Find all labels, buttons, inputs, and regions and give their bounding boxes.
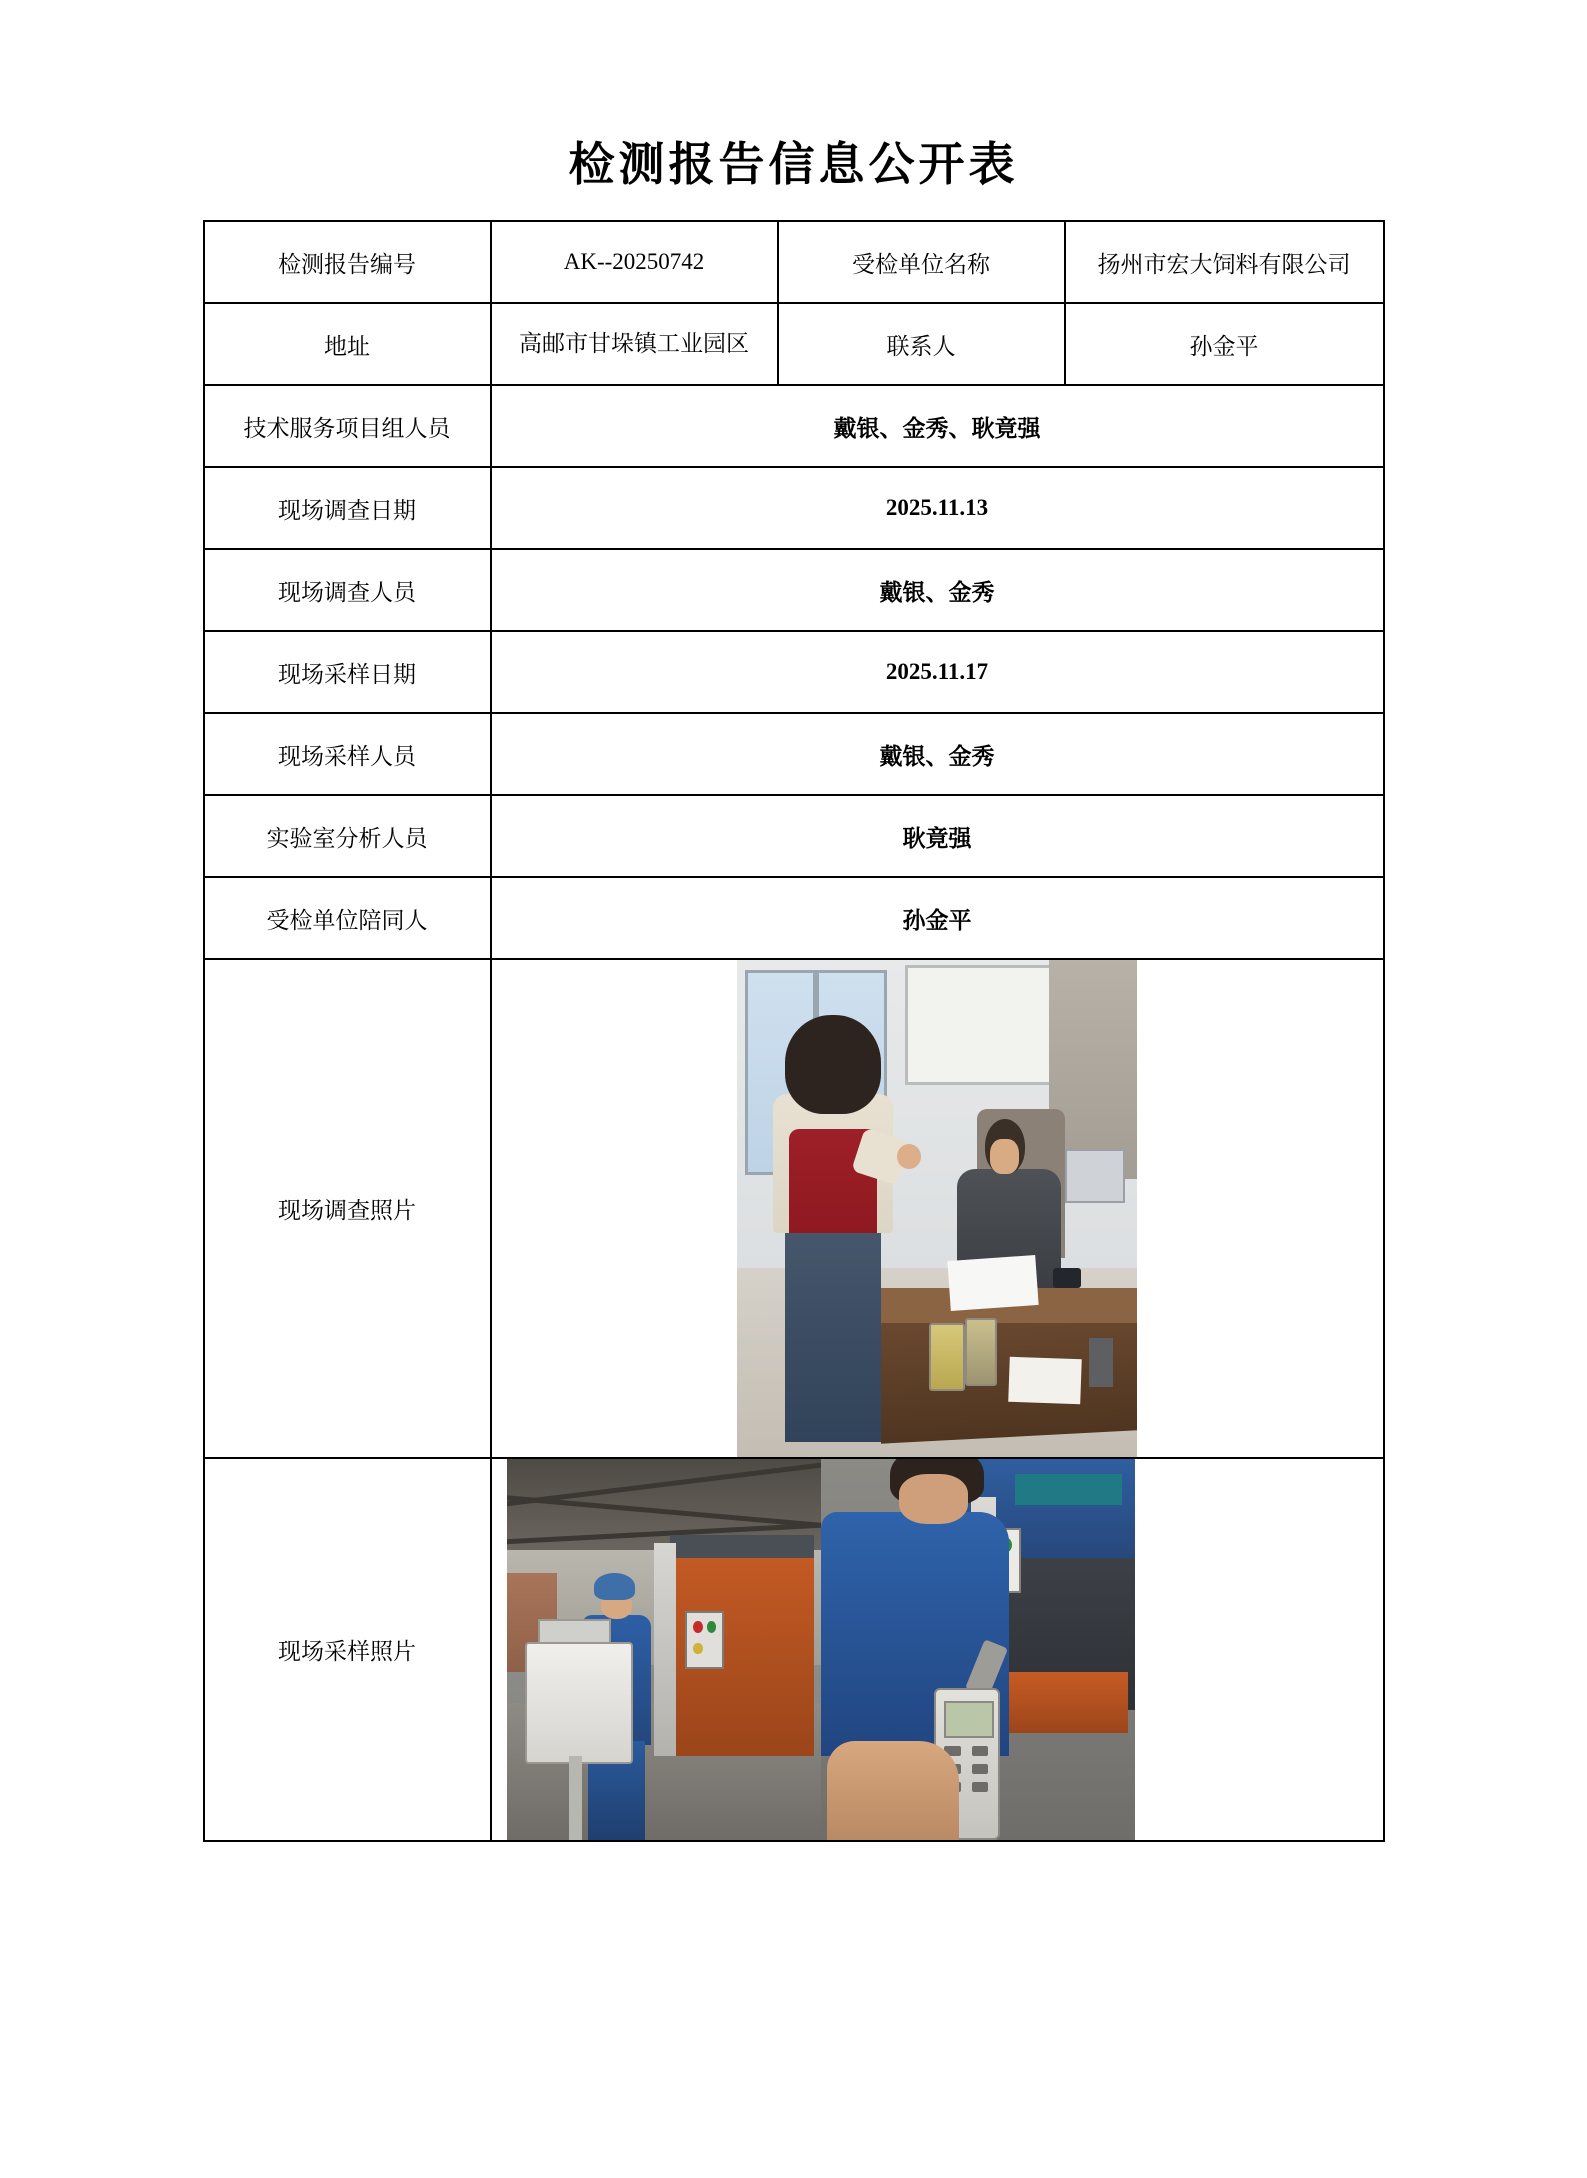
row-label-contact: 联系人 — [778, 303, 1065, 385]
sampling-photo-wrap — [492, 1459, 1383, 1840]
row-label-report-no: 检测报告编号 — [204, 221, 491, 303]
table-row — [204, 795, 1384, 877]
survey-photo-image — [737, 960, 1137, 1457]
table-row — [204, 385, 1384, 467]
row-label-team: 技术服务项目组人员 — [204, 385, 491, 467]
sampling-photo-cell — [491, 1458, 1384, 1841]
page-title: 检测报告信息公开表 — [568, 139, 1019, 190]
row-value-report-no: AK--20250742 — [491, 221, 778, 303]
row-label-sampling-staff: 现场采样人员 — [204, 713, 491, 795]
report-info-table — [203, 220, 1385, 1842]
sampling-photo-image-1 — [507, 1459, 821, 1840]
row-label-survey-photos: 现场调查照片 — [204, 959, 491, 1458]
row-label-address: 地址 — [204, 303, 491, 385]
row-value-survey-staff: 戴银、金秀 — [491, 549, 1384, 631]
table-row-survey-photos — [204, 959, 1384, 1458]
table-row — [204, 221, 1384, 303]
row-value-company: 扬州市宏大饲料有限公司 — [1065, 221, 1384, 303]
table-row — [204, 303, 1384, 385]
sampling-photo-image-2 — [821, 1459, 1135, 1840]
table-row — [204, 549, 1384, 631]
row-label-survey-date: 现场调查日期 — [204, 467, 491, 549]
row-value-sampling-staff: 戴银、金秀 — [491, 713, 1384, 795]
row-label-sampling-photos: 现场采样照片 — [204, 1458, 491, 1841]
table-row — [204, 877, 1384, 959]
document-page — [0, 128, 1587, 2178]
row-value-lab-staff: 耿竟强 — [491, 795, 1384, 877]
row-label-sampling-date: 现场采样日期 — [204, 631, 491, 713]
row-label-survey-staff: 现场调查人员 — [204, 549, 491, 631]
row-value-contact: 孙金平 — [1065, 303, 1384, 385]
table-row-sampling-photos — [204, 1458, 1384, 1841]
survey-photo-cell — [491, 959, 1384, 1458]
row-value-team: 戴银、金秀、耿竟强 — [491, 385, 1384, 467]
table-row — [204, 713, 1384, 795]
survey-photo-wrap — [492, 960, 1383, 1457]
row-label-company: 受检单位名称 — [778, 221, 1065, 303]
row-value-survey-date: 2025.11.13 — [491, 467, 1384, 549]
table-row — [204, 467, 1384, 549]
table-row — [204, 631, 1384, 713]
row-value-accompany: 孙金平 — [491, 877, 1384, 959]
row-value-address: 高邮市甘垛镇工业园区 — [491, 303, 778, 385]
row-label-lab-staff: 实验室分析人员 — [204, 795, 491, 877]
row-label-accompany: 受检单位陪同人 — [204, 877, 491, 959]
row-value-sampling-date: 2025.11.17 — [491, 631, 1384, 713]
